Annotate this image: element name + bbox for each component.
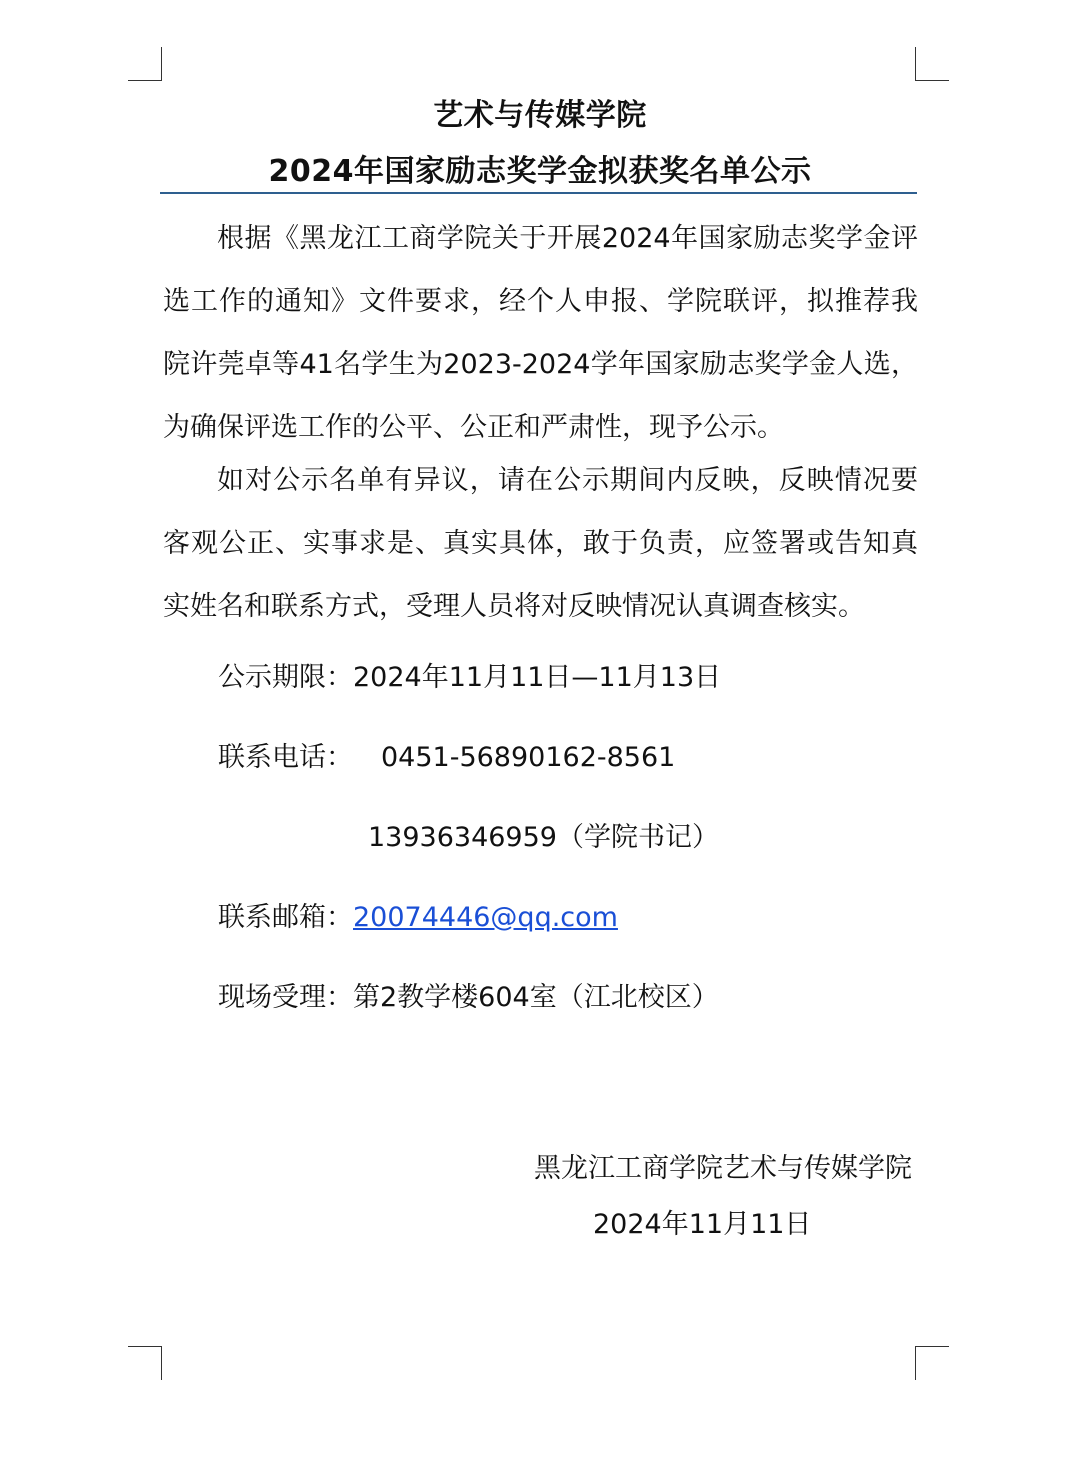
signature-date: 2024年11月11日	[593, 1209, 812, 1240]
contact-phone-secondary: 13936346959（学院书记）	[368, 822, 719, 853]
phone-value: 0451-56890162-8561	[381, 742, 676, 773]
document-title-line2: 2024年国家励志奖学金拟获奖名单公示	[268, 154, 812, 189]
body-paragraph-2: 如对公示名单有异议，请在公示期间内反映，反映情况要客观公正、实事求是、真实具体，敢于负责，应签署或告知真实姓名和联系方式，受理人员将对反映情况认真调查核实。	[163, 465, 918, 622]
phone-label: 联系电话：	[218, 742, 353, 773]
publicity-period	[218, 658, 721, 698]
contact-email	[218, 898, 618, 938]
period-label: 公示期限：	[218, 662, 353, 693]
email-link[interactable]: 20074446@qq.com	[353, 902, 618, 933]
contact-phone	[218, 738, 675, 778]
document-title-line1: 艺术与传媒学院	[433, 98, 647, 133]
crop-mark-top-right	[915, 47, 949, 81]
title-divider	[160, 192, 917, 194]
crop-mark-bottom-left	[128, 1346, 162, 1380]
on-site-reception	[218, 978, 719, 1018]
crop-mark-bottom-right	[915, 1346, 949, 1380]
body-paragraph-1: 根据《黑龙江工商学院关于开展2024年国家励志奖学金评选工作的通知》文件要求，经个人申报、学院联评，拟推荐我院许莞卓等41名学生为2023-2024学年国家励志奖学金人选，为确保评选工作的公平、公正和严肃性，现予公示。	[163, 223, 918, 443]
email-label: 联系邮箱：	[218, 902, 353, 933]
crop-mark-top-left	[128, 47, 162, 81]
site-value: 第2教学楼604室（江北校区）	[353, 982, 719, 1013]
site-label: 现场受理：	[218, 982, 353, 1013]
signature-organization: 黑龙江工商学院艺术与传媒学院	[534, 1153, 912, 1184]
period-value: 2024年11月11日—11月13日	[353, 662, 722, 693]
